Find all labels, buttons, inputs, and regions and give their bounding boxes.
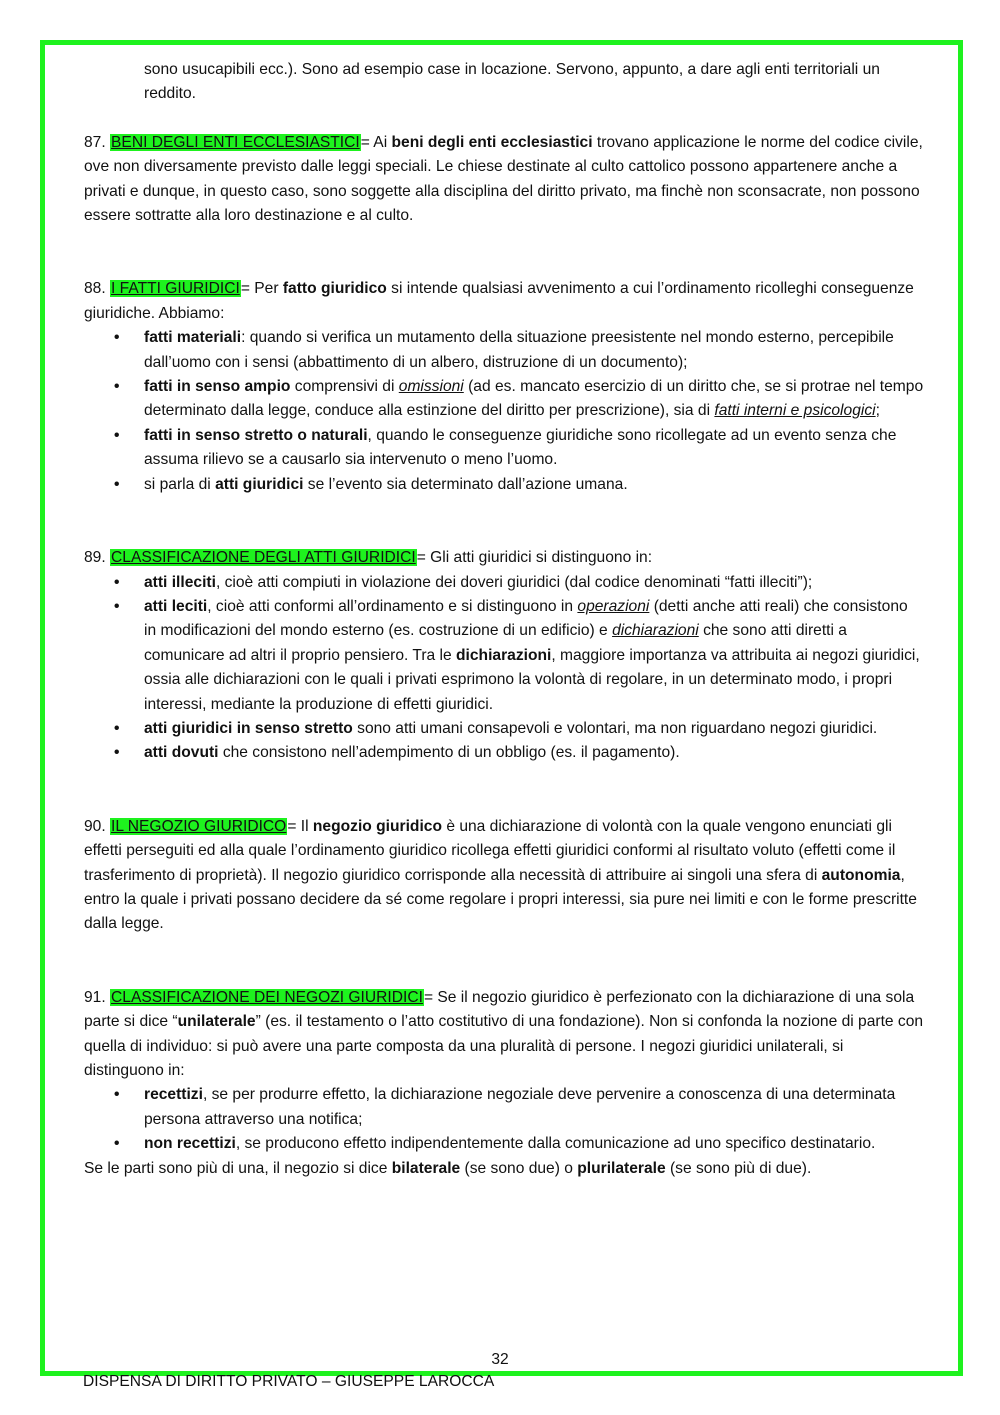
bullet-list [84, 326, 924, 497]
section-heading: IL NEGOZIO GIURIDICO [111, 817, 287, 835]
document-body [84, 58, 924, 1181]
bold-term: beni degli enti ecclesiastici [391, 133, 593, 151]
bold-term: fatto giuridico [282, 280, 387, 298]
section-91: 91. CLASSIFICAZIONE DEI NEGOZI GIURIDICI= Se il negozio giuridico è perfezionato con la dichiarazione di una sola parte si dice “unilaterale” (es. il testamento o l’atto costitutivo di una fondazione). Non si confonda la nozione di parte con quella di individuo: si può avere una parte composta da una pluralità di persone. I negozi giuridici unilaterali, si distinguono in: [84, 988, 924, 1079]
section-number: 90. [84, 817, 111, 835]
page-number: 32 [491, 1351, 509, 1368]
section-89: 89. CLASSIFICAZIONE DEGLI ATTI GIURIDICI= Gli atti giuridici si distinguono in: [84, 549, 653, 567]
footer-text: DISPENSA DI DIRITTO PRIVATO – GIUSEPPE LAROCCA [83, 1373, 495, 1390]
section-number: 88. [84, 280, 111, 298]
section-number: 91. [84, 988, 111, 1006]
section-heading: CLASSIFICAZIONE DEGLI ATTI GIURIDICI [111, 549, 416, 567]
list-item: • atti giuridici in senso stretto sono atti umani consapevoli e volontari, ma non riguardano negozi giuridici. [84, 717, 924, 741]
list-item: • recettizi, se per produrre effetto, la dichiarazione negoziale deve pervenire a conoscenza di una determinata persona attraverso una notifica; [84, 1083, 924, 1132]
section-number: 89. [84, 549, 111, 567]
list-item: • atti leciti, cioè atti conformi all’ordinamento e si distinguono in operazioni (detti anche atti reali) che consistono in modificazioni del mondo esterno (es. costruzione di un edificio) e dichiarazioni che sono atti diretti a comunicare ad altri il proprio pensiero. Tra le dichiarazioni, maggiore importanza va attribuita ai negozi giuridici, ossia alle dichiarazioni con le quali i privati esprimono la volontà di regolare, in un determinato modo, i propri interessi, mediante la produzione di effetti giuridici. [84, 595, 924, 717]
list-item: • atti dovuti che consistono nell’adempimento di un obbligo (es. il pagamento). [84, 741, 924, 765]
list-item: • non recettizi, se producono effetto indipendentemente dalla comunicazione ad uno specifico destinatario. [84, 1132, 924, 1156]
section-heading: CLASSIFICAZIONE DEI NEGOZI GIURIDICI [111, 988, 423, 1006]
bullet-list [84, 1083, 924, 1156]
list-item: • fatti in senso stretto o naturali, quando le conseguenze giuridiche sono ricollegate ad un evento senza che assuma rilievo se a causarlo sia intervenuto o meno l’uomo. [84, 424, 924, 473]
list-item: • atti illeciti, cioè atti compiuti in violazione dei doveri giuridici (dal codice denominati “fatti illeciti”); [84, 571, 924, 595]
section-88: 88. I FATTI GIURIDICI= Per fatto giuridico si intende qualsiasi avvenimento a cui l’ordinamento ricolleghi conseguenze giuridiche. Abbiamo: [84, 280, 914, 322]
list-item: • si parla di atti giuridici se l’evento sia determinato dall’azione umana. [84, 473, 924, 497]
bullet-list [84, 571, 924, 766]
list-item: • fatti in senso ampio comprensivi di omissioni (ad es. mancato esercizio di un diritto che, se si protrae nel tempo determinato dalla legge, conduce alla estinzione del diritto per prescrizione), sia di fatti interni e psicologici; [84, 375, 924, 424]
section-heading: BENI DEGLI ENTI ECCLESIASTICI [111, 133, 360, 151]
list-item: • fatti materiali: quando si verifica un mutamento della situazione preesistente nel mondo esterno, percepibile dall’uomo con i sensi (abbattimento di un albero, distruzione di un documento); [84, 326, 924, 375]
bold-term: unilaterale [177, 1013, 256, 1031]
section-number: 87. [84, 133, 111, 151]
bold-term: negozio giuridico [312, 817, 442, 835]
section-87: 87. BENI DEGLI ENTI ECCLESIASTICI= Ai beni degli enti ecclesiastici trovano applicazione le norme del codice civile, ove non diversamente previsto dalle leggi speciali. Le chiese destinate al culto cattolico possono appartenere anche a privati e dunque, in questo caso, sono soggette alla disciplina del diritto privato, ma finchè non sconsacrate, non possono essere sottratte alla loro destinazione e al culto. [84, 133, 923, 225]
section-heading: I FATTI GIURIDICI [111, 280, 240, 298]
closing-paragraph: Se le parti sono più di una, il negozio si dice bilaterale (se sono due) o plurilaterale (se sono più di due). [84, 1159, 812, 1177]
section-90: 90. IL NEGOZIO GIURIDICO= Il negozio giuridico è una dichiarazione di volontà con la quale vengono enunciati gli effetti perseguiti ed alla quale l’ordinamento giuridico ricollega effetti giuridici conformi al risultato voluto (effetti come il trasferimento di proprietà). Il negozio giuridico corrisponde alla necessità di attribuire ai singoli una sfera di autonomia, entro la quale i privati possano decidere da sé come regolare i propri interessi, sia pure nei limiti e con le forme prescritte dalla legge. [84, 817, 917, 933]
continuation-paragraph: sono usucapibili ecc.). Sono ad esempio case in locazione. Servono, appunto, a dare agli enti territoriali un reddito. [144, 61, 880, 103]
bold-term: autonomia [821, 866, 901, 884]
